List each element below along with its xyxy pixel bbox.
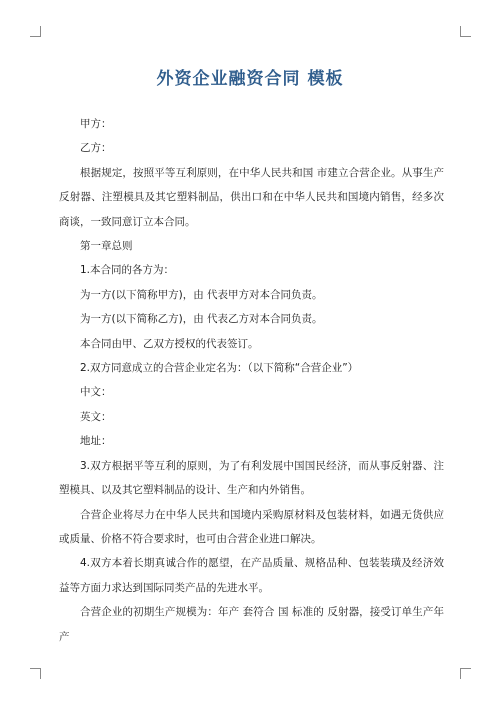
preamble-paragraph: 根据规定，按照平等互利原则，在中华人民共和国 市建立合营企业。从事生产反射器、注塑模具及其它塑料制品，供出口和在中华人民共和国境内销售，经多次商谈，一致同意订立本合同。 — [59, 166, 444, 228]
document-title: 外资企业融资合同 模板 — [156, 69, 344, 89]
chapter-heading: 第一章总则 — [80, 240, 133, 253]
english-name-line: 英文： — [80, 410, 112, 423]
clause-3: 3.双方根据平等互利的原则，为了有利发展中国国民经济，而从事反射器、注塑模具、以及其它塑料制品的设计、生产和内外销售。 — [59, 459, 444, 497]
page-corner-mark-top-left — [30, 26, 41, 37]
clause-4: 4.双方本着长期真诚合作的愿望，在产品质量、规格品种、包装装璜及经济效益等方面力求达到国际同类产品的先进水平。 — [59, 557, 444, 594]
clause-1-signing: 本合同由甲、乙双方授权的代表签订。 — [80, 337, 259, 350]
address-line: 地址： — [80, 435, 112, 448]
party-a-line: 甲方： — [80, 118, 112, 130]
clause-1-party-a: 为一方(以下简称甲方)，由 代表甲方对本合同负责。 — [80, 288, 323, 301]
party-b-line: 乙方： — [80, 142, 112, 155]
production-scale-paragraph: 合营企业的初期生产规模为：年产 套符合 国 标准的 反射器，接受订单生产年产 — [59, 606, 444, 643]
page-corner-mark-bottom-left — [30, 668, 41, 679]
procurement-paragraph: 合营企业将尽力在中华人民共和国境内采购原材料及包装材料，如遇无货供应或质量、价格不符合要求时，也可由合营企业进口解决。 — [59, 508, 444, 545]
clause-1-party-b: 为一方(以下简称乙方)，由 代表乙方对本合同负责。 — [80, 313, 323, 326]
page-corner-mark-bottom-right — [460, 668, 471, 679]
document-body — [59, 112, 444, 649]
page-corner-mark-top-right — [460, 26, 471, 37]
clause-2: 2.双方同意成立的合营企业定名为：（以下简称“合营企业”） — [80, 362, 359, 375]
chinese-name-line: 中文： — [80, 386, 112, 399]
clause-1: 1.本合同的各方为： — [80, 264, 175, 277]
